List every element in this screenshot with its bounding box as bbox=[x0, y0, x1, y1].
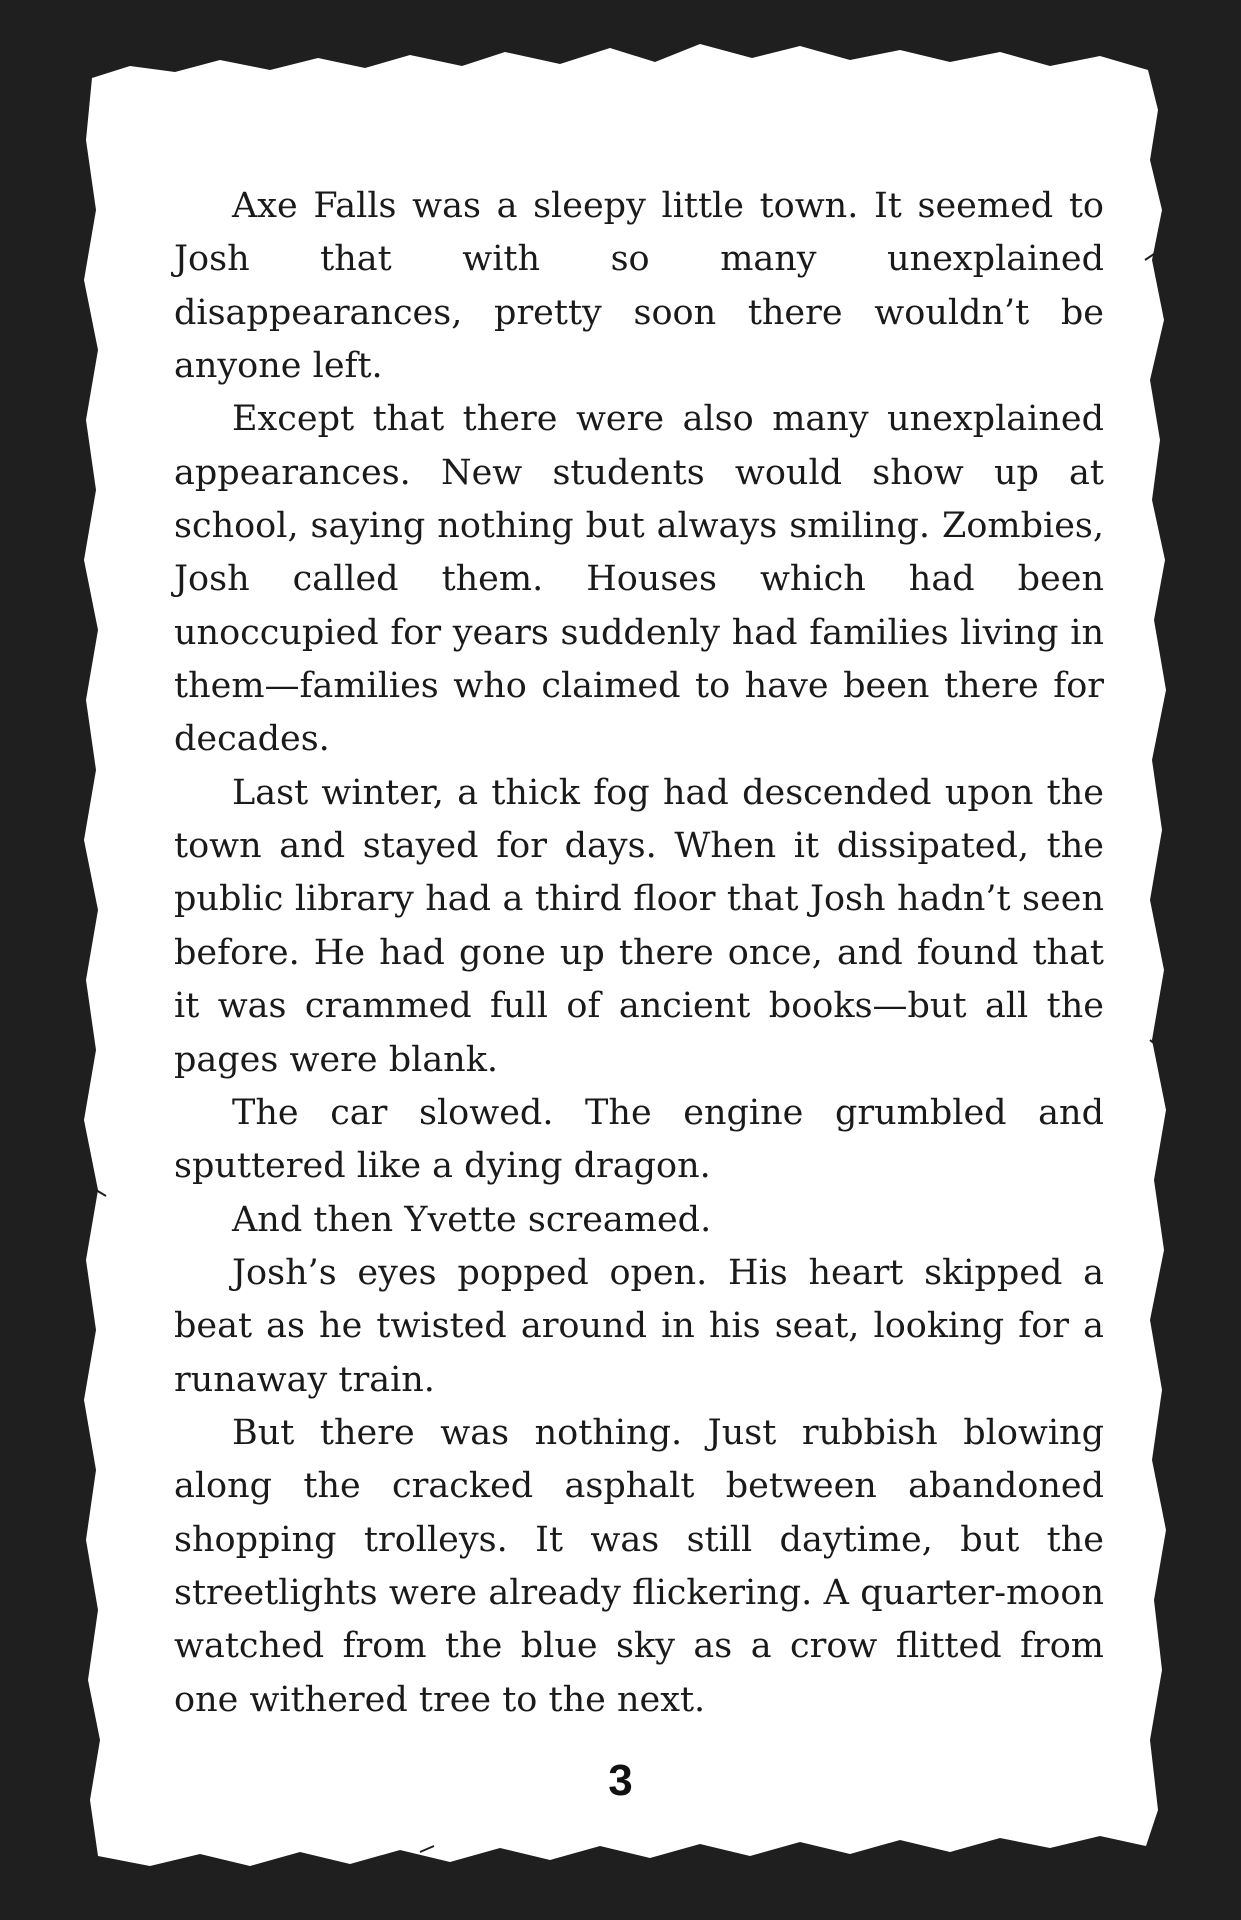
paragraph: Axe Falls was a sleepy little town. It seemed to Josh that with so many unexplained disappearances, pretty soon there wouldn’t be anyone left. bbox=[174, 186, 1104, 387]
story-text bbox=[174, 180, 1104, 1727]
paragraph: Josh’s eyes popped open. His heart skipped a beat as he twisted around in his seat, looking for a runaway train. bbox=[174, 1252, 1104, 1400]
paragraph: But there was nothing. Just rubbish blowing along the cracked asphalt between abandoned shopping trolleys. It was still daytime, but the streetlights were already flickering. A quarter-moon watched from the blue sky as a crow flitted from one withered tree to the next. bbox=[174, 1412, 1104, 1720]
paragraph: Last winter, a thick fog had descended upon the town and stayed for days. When it dissipated, the public library had a third floor that Josh hadn’t seen before. He had gone up there once, and found that it was crammed full of ancient books—but all the pages were blank. bbox=[174, 772, 1104, 1080]
paragraph: And then Yvette screamed. bbox=[232, 1199, 712, 1240]
page-number: 3 bbox=[608, 1756, 633, 1805]
paragraph: The car slowed. The engine grumbled and sputtered like a dying dragon. bbox=[174, 1092, 1104, 1187]
paragraph: Except that there were also many unexplained appearances. New students would show up at school, saying nothing but always smiling. Zombies, Josh called them. Houses which had been unoccupied for years suddenly had families living in them—families who claimed to have been there for decades. bbox=[174, 399, 1104, 760]
